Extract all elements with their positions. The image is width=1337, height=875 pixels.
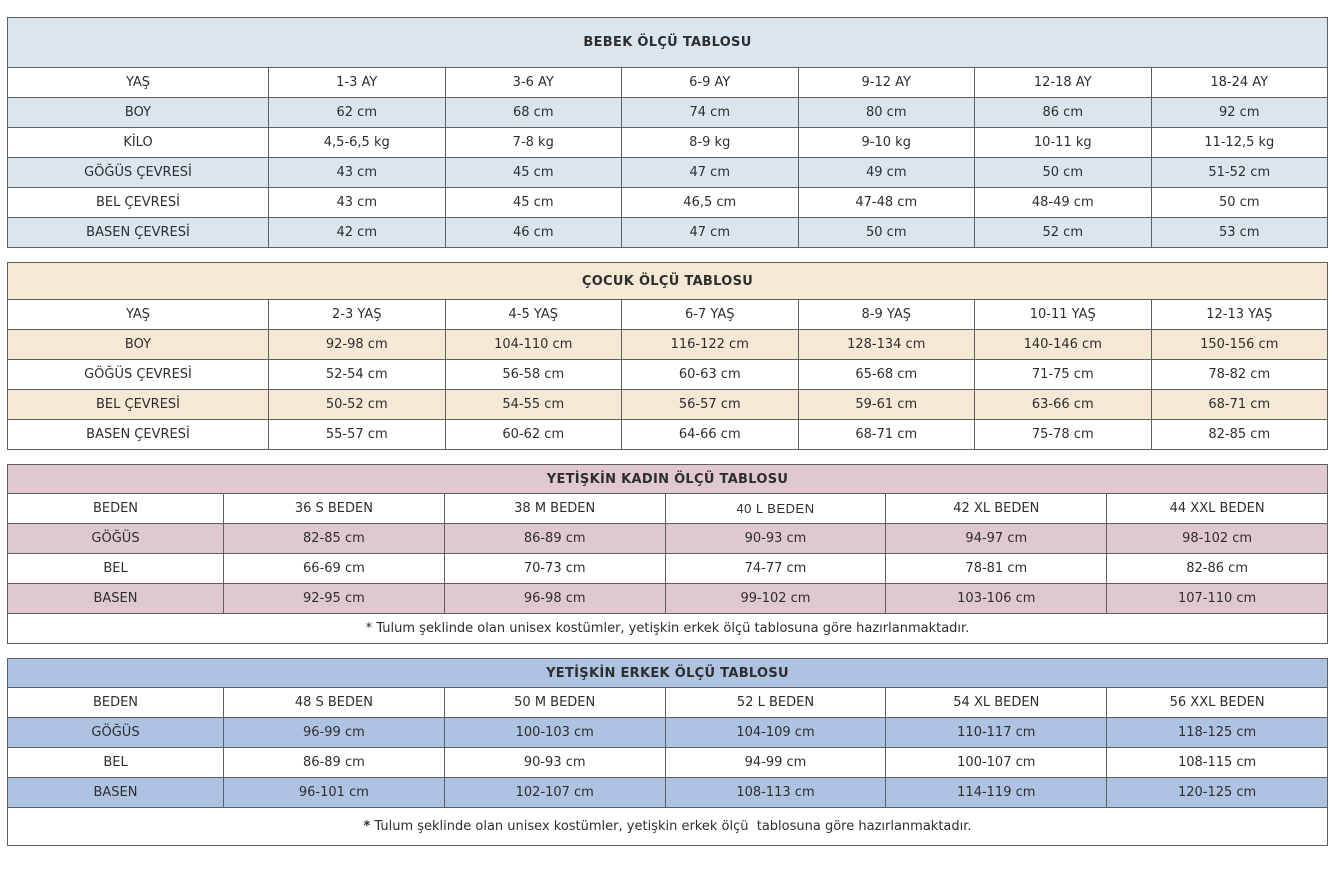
value-cell: 4,5-6,5 kg <box>269 128 446 158</box>
table-row <box>8 584 1328 614</box>
value-cell: 40 L BEDEN <box>665 494 886 524</box>
value-cell: 82-85 cm <box>1151 420 1328 450</box>
row-label: BEL <box>8 554 224 584</box>
row-label: BOY <box>8 98 269 128</box>
value-cell: 9-10 kg <box>798 128 975 158</box>
value-cell: 42 XL BEDEN <box>886 494 1107 524</box>
value-cell: 52 cm <box>975 218 1152 248</box>
value-cell: 100-107 cm <box>886 748 1107 778</box>
value-cell: 65-68 cm <box>798 360 975 390</box>
value-cell: 120-125 cm <box>1107 778 1328 808</box>
row-label: YAŞ <box>8 300 269 330</box>
value-cell: 9-12 AY <box>798 68 975 98</box>
value-cell: 52 L BEDEN <box>665 688 886 718</box>
value-cell: 1-3 AY <box>269 68 446 98</box>
value-cell: 75-78 cm <box>975 420 1152 450</box>
table-row <box>8 188 1328 218</box>
row-label: GÖĞÜS <box>8 524 224 554</box>
table-title: BEBEK ÖLÇÜ TABLOSU <box>8 18 1328 68</box>
value-cell: 78-82 cm <box>1151 360 1328 390</box>
table-row <box>8 748 1328 778</box>
table-note <box>8 614 1328 644</box>
value-cell: 6-9 AY <box>622 68 799 98</box>
value-cell: 71-75 cm <box>975 360 1152 390</box>
table-note-row <box>8 808 1328 846</box>
value-cell: 50 M BEDEN <box>444 688 665 718</box>
value-cell: 99-102 cm <box>665 584 886 614</box>
value-cell: 10-11 kg <box>975 128 1152 158</box>
table-row <box>8 390 1328 420</box>
value-cell: 96-99 cm <box>224 718 445 748</box>
value-cell: 92 cm <box>1151 98 1328 128</box>
value-cell: 42 cm <box>269 218 446 248</box>
value-cell: 56-57 cm <box>622 390 799 420</box>
value-cell: 103-106 cm <box>886 584 1107 614</box>
value-cell: 62 cm <box>269 98 446 128</box>
value-cell: 47 cm <box>622 158 799 188</box>
value-cell: 10-11 YAŞ <box>975 300 1152 330</box>
value-cell: 94-99 cm <box>665 748 886 778</box>
value-cell: 50 cm <box>798 218 975 248</box>
value-cell: 59-61 cm <box>798 390 975 420</box>
value-cell: 2-3 YAŞ <box>269 300 446 330</box>
table-row <box>8 128 1328 158</box>
value-cell: 8-9 YAŞ <box>798 300 975 330</box>
row-label: BOY <box>8 330 269 360</box>
size-table-kadin <box>7 464 1328 644</box>
value-cell: 82-86 cm <box>1107 554 1328 584</box>
value-cell: 108-113 cm <box>665 778 886 808</box>
value-cell: 55-57 cm <box>269 420 446 450</box>
value-cell: 45 cm <box>445 158 622 188</box>
value-cell: 92-98 cm <box>269 330 446 360</box>
table-note <box>8 808 1328 846</box>
value-cell: 107-110 cm <box>1107 584 1328 614</box>
row-label: BEDEN <box>8 494 224 524</box>
table-row <box>8 494 1328 524</box>
value-cell: 114-119 cm <box>886 778 1107 808</box>
value-cell: 50 cm <box>1151 188 1328 218</box>
note-text: Tulum şeklinde olan unisex kostümler, yetişkin erkek ölçü tablosuna göre hazırlanmaktadır. <box>374 819 972 834</box>
value-cell: 52-54 cm <box>269 360 446 390</box>
size-table-bebek <box>7 17 1328 248</box>
value-cell: 56-58 cm <box>445 360 622 390</box>
value-cell: 90-93 cm <box>665 524 886 554</box>
row-label: BASEN <box>8 584 224 614</box>
row-label: BEL <box>8 748 224 778</box>
value-cell: 51-52 cm <box>1151 158 1328 188</box>
value-cell: 36 S BEDEN <box>224 494 445 524</box>
value-cell: 108-115 cm <box>1107 748 1328 778</box>
value-cell: 116-122 cm <box>622 330 799 360</box>
value-cell: 104-110 cm <box>445 330 622 360</box>
value-cell: 44 XXL BEDEN <box>1107 494 1328 524</box>
value-cell: 118-125 cm <box>1107 718 1328 748</box>
row-label: BASEN <box>8 778 224 808</box>
row-label: KİLO <box>8 128 269 158</box>
value-cell: 92-95 cm <box>224 584 445 614</box>
value-cell: 82-85 cm <box>224 524 445 554</box>
table-note-row <box>8 614 1328 644</box>
table-row <box>8 420 1328 450</box>
value-cell: 80 cm <box>798 98 975 128</box>
note-marker: * <box>363 819 371 834</box>
table-title: YETİŞKİN KADIN ÖLÇÜ TABLOSU <box>8 465 1328 494</box>
value-cell: 49 cm <box>798 158 975 188</box>
value-cell: 50-52 cm <box>269 390 446 420</box>
value-cell: 60-62 cm <box>445 420 622 450</box>
table-row <box>8 218 1328 248</box>
value-cell: 63-66 cm <box>975 390 1152 420</box>
value-cell: 140-146 cm <box>975 330 1152 360</box>
value-cell: 68 cm <box>445 98 622 128</box>
value-cell: 102-107 cm <box>444 778 665 808</box>
value-cell: 94-97 cm <box>886 524 1107 554</box>
size-table-cocuk <box>7 262 1328 450</box>
value-cell: 74 cm <box>622 98 799 128</box>
table-row <box>8 360 1328 390</box>
table-row <box>8 330 1328 360</box>
row-label: YAŞ <box>8 68 269 98</box>
value-cell: 50 cm <box>975 158 1152 188</box>
row-label: BEDEN <box>8 688 224 718</box>
value-cell: 110-117 cm <box>886 718 1107 748</box>
value-cell: 18-24 AY <box>1151 68 1328 98</box>
value-cell: 38 M BEDEN <box>444 494 665 524</box>
value-cell: 48-49 cm <box>975 188 1152 218</box>
value-cell: 43 cm <box>269 158 446 188</box>
value-cell: 60-63 cm <box>622 360 799 390</box>
table-title-row <box>8 465 1328 494</box>
value-cell: 70-73 cm <box>444 554 665 584</box>
table-row <box>8 98 1328 128</box>
table-row <box>8 158 1328 188</box>
value-cell: 86 cm <box>975 98 1152 128</box>
value-cell: 78-81 cm <box>886 554 1107 584</box>
value-cell: 47 cm <box>622 218 799 248</box>
table-row <box>8 778 1328 808</box>
value-cell: 66-69 cm <box>224 554 445 584</box>
value-cell: 150-156 cm <box>1151 330 1328 360</box>
value-cell: 12-13 YAŞ <box>1151 300 1328 330</box>
row-label: GÖĞÜS ÇEVRESİ <box>8 158 269 188</box>
value-cell: 47-48 cm <box>798 188 975 218</box>
value-cell: 68-71 cm <box>798 420 975 450</box>
value-cell: 12-18 AY <box>975 68 1152 98</box>
value-cell: 86-89 cm <box>444 524 665 554</box>
table-title-row <box>8 18 1328 68</box>
value-cell: 46 cm <box>445 218 622 248</box>
row-label: BASEN ÇEVRESİ <box>8 218 269 248</box>
table-row <box>8 524 1328 554</box>
note-marker: * <box>365 621 373 636</box>
value-cell: 104-109 cm <box>665 718 886 748</box>
row-label: BEL ÇEVRESİ <box>8 390 269 420</box>
value-cell: 64-66 cm <box>622 420 799 450</box>
value-cell: 98-102 cm <box>1107 524 1328 554</box>
value-cell: 48 S BEDEN <box>224 688 445 718</box>
value-cell: 4-5 YAŞ <box>445 300 622 330</box>
row-label: GÖĞÜS <box>8 718 224 748</box>
value-cell: 6-7 YAŞ <box>622 300 799 330</box>
value-cell: 43 cm <box>269 188 446 218</box>
table-title: ÇOCUK ÖLÇÜ TABLOSU <box>8 263 1328 300</box>
row-label: GÖĞÜS ÇEVRESİ <box>8 360 269 390</box>
note-text: Tulum şeklinde olan unisex kostümler, yetişkin erkek ölçü tablosuna göre hazırlanmaktadır. <box>376 621 970 636</box>
value-cell: 74-77 cm <box>665 554 886 584</box>
value-cell: 90-93 cm <box>444 748 665 778</box>
value-cell: 54-55 cm <box>445 390 622 420</box>
value-cell: 11-12,5 kg <box>1151 128 1328 158</box>
value-cell: 56 XXL BEDEN <box>1107 688 1328 718</box>
value-cell: 53 cm <box>1151 218 1328 248</box>
value-cell: 8-9 kg <box>622 128 799 158</box>
value-cell: 45 cm <box>445 188 622 218</box>
row-label: BASEN ÇEVRESİ <box>8 420 269 450</box>
value-cell: 3-6 AY <box>445 68 622 98</box>
table-title: YETİŞKİN ERKEK ÖLÇÜ TABLOSU <box>8 659 1328 688</box>
table-row <box>8 718 1328 748</box>
table-title-row <box>8 659 1328 688</box>
table-row <box>8 300 1328 330</box>
value-cell: 100-103 cm <box>444 718 665 748</box>
table-row <box>8 554 1328 584</box>
value-cell: 68-71 cm <box>1151 390 1328 420</box>
value-cell: 128-134 cm <box>798 330 975 360</box>
value-cell: 96-98 cm <box>444 584 665 614</box>
table-row <box>8 68 1328 98</box>
table-row <box>8 688 1328 718</box>
value-cell: 54 XL BEDEN <box>886 688 1107 718</box>
value-cell: 86-89 cm <box>224 748 445 778</box>
value-cell: 46,5 cm <box>622 188 799 218</box>
row-label: BEL ÇEVRESİ <box>8 188 269 218</box>
size-table-erkek <box>7 658 1328 846</box>
value-cell: 7-8 kg <box>445 128 622 158</box>
value-cell: 96-101 cm <box>224 778 445 808</box>
table-title-row <box>8 263 1328 300</box>
